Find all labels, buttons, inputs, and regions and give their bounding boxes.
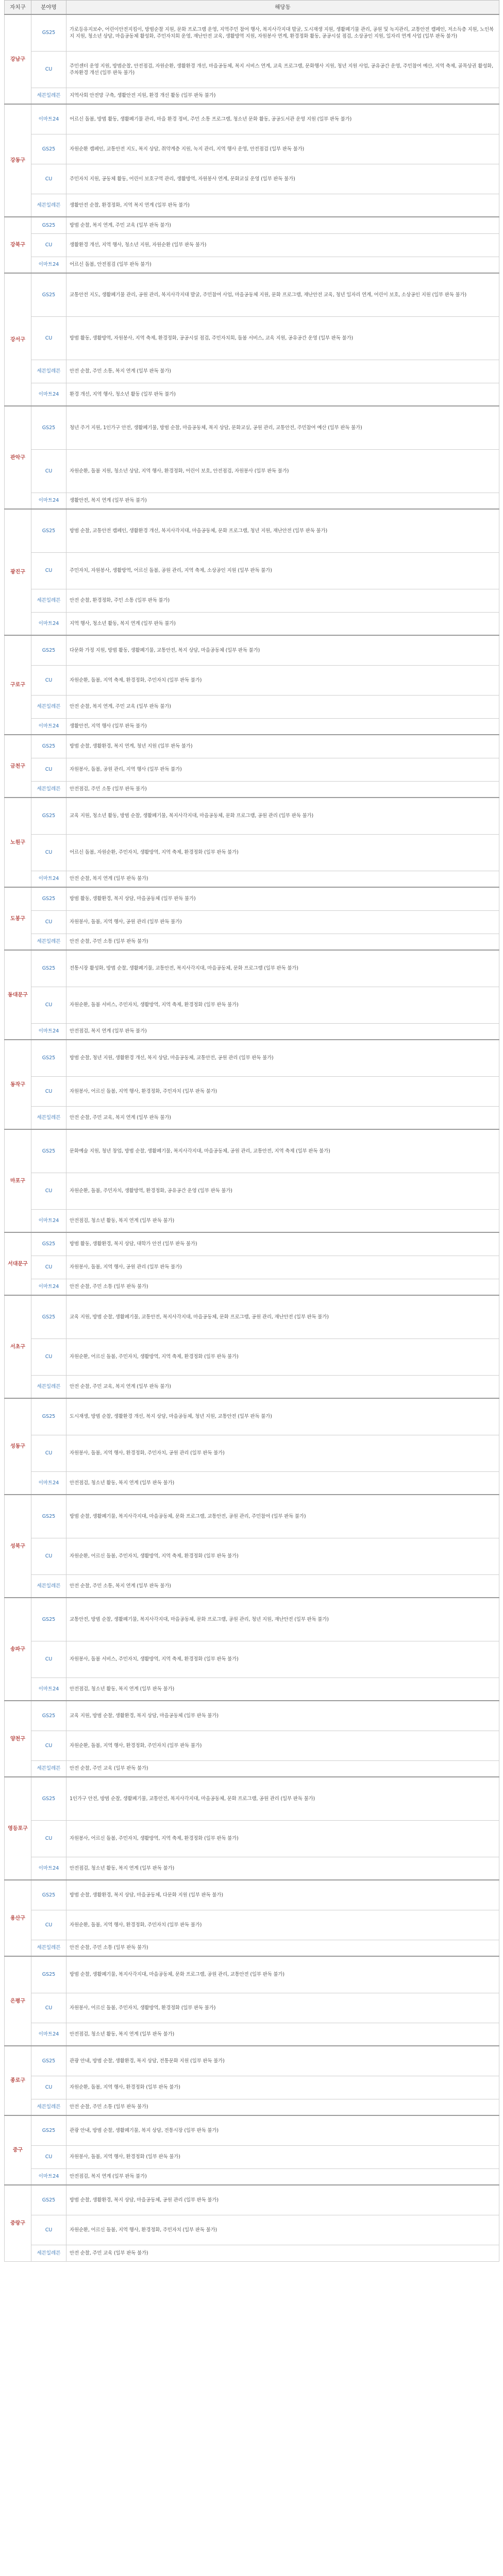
category-cell: 이마트24 <box>31 493 66 509</box>
district-cell: 광진구 <box>5 509 31 635</box>
dong-list-cell: 1인가구 안전, 방범 순찰, 생활폐기물, 교통안전, 복지사각지대, 마을공동체, 문화 프로그램, 공원 관리 (일부 판독 불가) <box>66 1777 499 1820</box>
category-cell: 이마트24 <box>31 1209 66 1232</box>
category-cell: GS25 <box>31 14 66 51</box>
dong-list-cell: 자원봉사, 돌봄, 지역 행사, 환경정화, 주민자치, 공원 관리 (일부 판독 불가) <box>66 1435 499 1471</box>
dong-list-cell: 도시재생, 방범 순찰, 생활환경 개선, 복지 상담, 마을공동체, 청년 지원, 교통안전 (일부 판독 불가) <box>66 1398 499 1435</box>
category-cell: GS25 <box>31 1232 66 1256</box>
district-cell: 동대문구 <box>5 950 31 1040</box>
table-row <box>5 233 499 257</box>
table-row <box>5 798 499 834</box>
table-row <box>5 1338 499 1375</box>
table-row <box>5 1574 499 1598</box>
dong-list-cell: 방범 활동, 생활방역, 자원봉사, 지역 축제, 환경정화, 공공시설 점검, 주민자치회, 돌봄 서비스, 교육 지원, 공유공간 운영 (일부 판독 불가) <box>66 316 499 360</box>
table-row <box>5 781 499 798</box>
dong-list-cell: 방범 순찰, 생활환경, 복지 상담, 마을공동체, 다문화 지원 (일부 판독 불가) <box>66 1880 499 1910</box>
dong-list-cell: 방범 순찰, 생활환경, 복지 상담, 마을공동체, 공원 관리 (일부 판독 불가) <box>66 2185 499 2215</box>
table-row <box>5 1435 499 1471</box>
table-row <box>5 934 499 950</box>
dong-list-cell: 자원봉사, 돌봄, 지역 행사, 공원 관리 (일부 판독 불가) <box>66 910 499 934</box>
dong-list-cell: 자원순환, 돌봄, 지역 행사, 환경정화 (일부 판독 불가) <box>66 2076 499 2099</box>
category-cell: GS25 <box>31 2046 66 2076</box>
dong-list-cell: 방범 순찰, 생활폐기물, 복지사각지대, 마을공동체, 문화 프로그램, 공원 관리, 교통안전 (일부 판독 불가) <box>66 1956 499 1993</box>
dong-list-cell: 안전 순찰, 환경정화, 주민 소통 (일부 판독 불가) <box>66 589 499 612</box>
table-row <box>5 383 499 406</box>
dong-list-cell: 자원봉사, 어르신 돌봄, 주민자치, 생활방역, 환경정화 (일부 판독 불가) <box>66 1993 499 2023</box>
district-cell: 서대문구 <box>5 1232 31 1295</box>
table-row <box>5 316 499 360</box>
table-row <box>5 1256 499 1279</box>
table-row <box>5 1232 499 1256</box>
dong-list-cell: 어르신 돌봄, 안전점검 (일부 판독 불가) <box>66 257 499 273</box>
table-row <box>5 509 499 552</box>
table-row <box>5 2099 499 2115</box>
table-row <box>5 1777 499 1820</box>
category-cell: CU <box>31 1435 66 1471</box>
dong-list-cell: 지역 행사, 청소년 활동, 복지 연계 (일부 판독 불가) <box>66 612 499 635</box>
district-cell: 관악구 <box>5 406 31 509</box>
table-row <box>5 1857 499 1880</box>
district-cell: 구로구 <box>5 635 31 735</box>
dong-list-cell: 관광 안내, 방범 순찰, 생활환경, 복지 상담, 전통문화 지원 (일부 판독 불가) <box>66 2046 499 2076</box>
table-row <box>5 2168 499 2185</box>
category-cell: CU <box>31 758 66 781</box>
district-cell: 은평구 <box>5 1956 31 2046</box>
dong-list-cell: 자원순환, 어르신 돌봄, 지역 행사, 환경정화, 주민자치 (일부 판독 불가) <box>66 2215 499 2245</box>
category-cell: CU <box>31 552 66 589</box>
table-row <box>5 1495 499 1538</box>
district-cell: 성동구 <box>5 1398 31 1495</box>
table-row <box>5 834 499 871</box>
dong-list-cell: 전통시장 활성화, 방범 순찰, 생활폐기물, 교통안전, 복지사각지대, 마을공동체, 문화 프로그램 (일부 판독 불가) <box>66 950 499 987</box>
district-cell: 강동구 <box>5 104 31 217</box>
dong-list-cell: 어르신 돌봄, 자원순환, 주민자치, 생활방역, 지역 축제, 환경정화 (일부 판독 불가) <box>66 834 499 871</box>
table-row <box>5 1375 499 1398</box>
table-row <box>5 1910 499 1940</box>
category-cell: GS25 <box>31 509 66 552</box>
category-cell: GS25 <box>31 1495 66 1538</box>
dong-list-cell: 안전점검, 복지 연계 (일부 판독 불가) <box>66 2168 499 2185</box>
table-row <box>5 1398 499 1435</box>
table-row <box>5 718 499 735</box>
table-row <box>5 1040 499 1076</box>
category-cell: 세븐일레븐 <box>31 1375 66 1398</box>
dong-list-cell: 환경 개선, 지역 행사, 청소년 활동 (일부 판독 불가) <box>66 383 499 406</box>
dong-list-cell: 안전 순찰, 복지 연계, 주민 교육 (일부 판독 불가) <box>66 695 499 718</box>
category-cell: 세븐일레븐 <box>31 589 66 612</box>
dong-list-cell: 안전점검, 청소년 활동, 복지 연계 (일부 판독 불가) <box>66 2023 499 2046</box>
district-cell: 동작구 <box>5 1040 31 1129</box>
district-cell: 송파구 <box>5 1598 31 1701</box>
category-cell: GS25 <box>31 1398 66 1435</box>
table-row <box>5 1106 499 1129</box>
dong-list-cell: 자원봉사, 돌봄, 공원 관리, 지역 행사 (일부 판독 불가) <box>66 758 499 781</box>
table-row <box>5 51 499 88</box>
dong-list-cell: 자원순환, 돌봄, 지역 행사, 환경정화, 주민자치 (일부 판독 불가) <box>66 1910 499 1940</box>
table-row <box>5 1880 499 1910</box>
category-cell: GS25 <box>31 2185 66 2215</box>
dong-list-cell: 안전 순찰, 복지 연계 (일부 판독 불가) <box>66 871 499 887</box>
category-cell: CU <box>31 233 66 257</box>
table-row <box>5 493 499 509</box>
dong-list-cell: 다문화 가정 지원, 방범 활동, 생활폐기물, 교통안전, 복지 상담, 마을공동체 (일부 판독 불가) <box>66 635 499 665</box>
table-row <box>5 635 499 665</box>
table-row <box>5 1940 499 1956</box>
table-row <box>5 2046 499 2076</box>
table-row <box>5 1279 499 1295</box>
district-cell: 중구 <box>5 2115 31 2185</box>
category-cell: 이마트24 <box>31 383 66 406</box>
category-cell: CU <box>31 1820 66 1857</box>
category-cell: GS25 <box>31 735 66 758</box>
table-row <box>5 1209 499 1232</box>
district-cell: 성북구 <box>5 1495 31 1598</box>
dong-list-cell: 청년 주거 지원, 1인가구 안전, 생활폐기물, 방범 순찰, 마을공동체, 복지 상담, 문화교실, 공원 관리, 교통안전, 주민참여 예산 (일부 판독 불가) <box>66 406 499 449</box>
table-row <box>5 735 499 758</box>
dong-list-cell: 방범 활동, 생활환경, 복지 상담, 마을공동체 (일부 판독 불가) <box>66 887 499 910</box>
table-row <box>5 695 499 718</box>
dong-list-cell: 방범 순찰, 교통안전 캠페인, 생활환경 개선, 복지사각지대, 마을공동체, 문화 프로그램, 청년 지원, 재난안전 (일부 판독 불가) <box>66 509 499 552</box>
category-cell: CU <box>31 1731 66 1760</box>
table-row <box>5 134 499 164</box>
dong-list-cell: 안전점검, 청소년 활동, 복지 연계 (일부 판독 불가) <box>66 1209 499 1232</box>
dong-list-cell: 안전 순찰, 주민 소통, 복지 연계 (일부 판독 불가) <box>66 1574 499 1598</box>
category-cell: GS25 <box>31 1701 66 1731</box>
header-dong: 해당동 <box>66 1 499 15</box>
category-cell: 세븐일레븐 <box>31 1940 66 1956</box>
category-cell: GS25 <box>31 1598 66 1641</box>
category-cell: 이마트24 <box>31 2023 66 2046</box>
district-cell: 강남구 <box>5 14 31 104</box>
dong-list-cell: 안전 순찰, 주민 교육, 복지 연계 (일부 판독 불가) <box>66 1106 499 1129</box>
table-row <box>5 887 499 910</box>
district-cell: 양천구 <box>5 1701 31 1777</box>
category-cell: CU <box>31 2145 66 2168</box>
category-cell: 세븐일레븐 <box>31 1760 66 1777</box>
dong-list-cell: 교육 지원, 청소년 활동, 방범 순찰, 생활폐기물, 복지사각지대, 마을공동체, 문화 프로그램, 공원 관리 (일부 판독 불가) <box>66 798 499 834</box>
dong-list-cell: 자원순환, 어르신 돌봄, 주민자치, 생활방역, 지역 축제, 환경정화 (일부 판독 불가) <box>66 1538 499 1574</box>
table-row <box>5 589 499 612</box>
dong-list-cell: 안전 순찰, 주민 소통 (일부 판독 불가) <box>66 1279 499 1295</box>
table-row <box>5 1023 499 1040</box>
category-cell: 이마트24 <box>31 1279 66 1295</box>
table-row <box>5 1820 499 1857</box>
category-cell: CU <box>31 316 66 360</box>
category-cell: GS25 <box>31 134 66 164</box>
category-cell: GS25 <box>31 635 66 665</box>
dong-list-cell: 가로등유지보수, 어린이안전지킴이, 방범순찰 지원, 문화 프로그램 운영, 지역주민 참여 행사, 복지사각지대 발굴, 도시재생 지원, 생활폐기물 관리, 공원 및 녹지관리, 교통안전 캠페인, 저소득층 지원, 노인복지 지원, 청소년 상담, 마을공동체 활성화, 주민자치회 운영, 재난안전 교육, 생활방역 지원, 자원봉사 연계, 환경정화 활동, 공공시설 점검, 소상공인 지원, 일자리 연계 사업 (일부 판독 불가) <box>66 14 499 51</box>
category-cell: CU <box>31 1538 66 1574</box>
district-cell: 강북구 <box>5 217 31 273</box>
dong-list-cell: 생활환경 개선, 지역 행사, 청소년 지원, 자원순환 (일부 판독 불가) <box>66 233 499 257</box>
table-row <box>5 360 499 383</box>
category-cell: 이마트24 <box>31 612 66 635</box>
category-cell: 이마트24 <box>31 1023 66 1040</box>
dong-list-cell: 교육 지원, 방범 순찰, 생활환경, 복지 상담, 마을공동체 (일부 판독 불가) <box>66 1701 499 1731</box>
table-row <box>5 1295 499 1338</box>
category-cell: 이마트24 <box>31 1677 66 1701</box>
district-cell: 마포구 <box>5 1129 31 1232</box>
table-row <box>5 987 499 1023</box>
category-cell: 세븐일레븐 <box>31 88 66 104</box>
table-row <box>5 257 499 273</box>
category-cell: GS25 <box>31 1040 66 1076</box>
dong-list-cell: 안전 순찰, 주민 소통, 복지 연계 (일부 판독 불가) <box>66 360 499 383</box>
table-row <box>5 2145 499 2168</box>
dong-list-cell: 자원순환 캠페인, 교통안전 지도, 복지 상담, 취약계층 지원, 녹지 관리, 지역 행사 운영, 안전점검 (일부 판독 불가) <box>66 134 499 164</box>
table-row <box>5 1731 499 1760</box>
dong-list-cell: 교통안전 지도, 생활폐기물 관리, 공원 관리, 복지사각지대 발굴, 주민참여 사업, 마을공동체 지원, 문화 프로그램, 재난안전 교육, 청년 일자리 연계, 어린이 보호, 소상공인 지원 (일부 판독 불가) <box>66 273 499 316</box>
table-row <box>5 1076 499 1106</box>
category-cell: CU <box>31 665 66 695</box>
table-row <box>5 1173 499 1209</box>
category-cell: GS25 <box>31 406 66 449</box>
table-row <box>5 1598 499 1641</box>
dong-list-cell: 방범 순찰, 청년 지원, 생활환경 개선, 복지 상담, 마을공동체, 교통안전, 공원 관리 (일부 판독 불가) <box>66 1040 499 1076</box>
dong-list-cell: 문화예술 지원, 청년 창업, 방범 순찰, 생활폐기물, 복지사각지대, 마을공동체, 공원 관리, 교통안전, 지역 축제 (일부 판독 불가) <box>66 1129 499 1173</box>
category-cell: 이마트24 <box>31 257 66 273</box>
table-row <box>5 552 499 589</box>
district-table <box>4 0 499 2262</box>
table-row <box>5 950 499 987</box>
category-cell: 이마트24 <box>31 718 66 735</box>
table-row <box>5 2215 499 2245</box>
dong-list-cell: 생활안전 순찰, 환경정화, 지역 복지 연계 (일부 판독 불가) <box>66 194 499 217</box>
dong-list-cell: 안전 순찰, 주민 소통 (일부 판독 불가) <box>66 2099 499 2115</box>
dong-list-cell: 생활안전, 복지 연계 (일부 판독 불가) <box>66 493 499 509</box>
district-cell: 도봉구 <box>5 887 31 950</box>
dong-list-cell: 자원순환, 돌봄, 지역 축제, 환경정화, 주민자치 (일부 판독 불가) <box>66 665 499 695</box>
category-cell: GS25 <box>31 798 66 834</box>
category-cell: 이마트24 <box>31 1857 66 1880</box>
dong-list-cell: 자원순환, 돌봄, 지역 행사, 환경정화, 주민자치 (일부 판독 불가) <box>66 1731 499 1760</box>
district-cell: 용산구 <box>5 1880 31 1956</box>
dong-list-cell: 자원봉사, 돌봄 서비스, 주민자치, 생활방역, 지역 축제, 환경정화 (일부 판독 불가) <box>66 1641 499 1677</box>
table-row <box>5 88 499 104</box>
category-cell: 이마트24 <box>31 871 66 887</box>
category-cell: CU <box>31 834 66 871</box>
category-cell: CU <box>31 449 66 493</box>
category-cell: CU <box>31 910 66 934</box>
category-cell: CU <box>31 1173 66 1209</box>
district-cell: 영등포구 <box>5 1777 31 1880</box>
table-row <box>5 612 499 635</box>
category-cell: GS25 <box>31 1295 66 1338</box>
dong-list-cell: 생활안전, 지역 행사 (일부 판독 불가) <box>66 718 499 735</box>
category-cell: CU <box>31 1338 66 1375</box>
district-cell: 금천구 <box>5 735 31 798</box>
table-row <box>5 2185 499 2215</box>
dong-list-cell: 방범 활동, 생활환경, 복지 상담, 대학가 안전 (일부 판독 불가) <box>66 1232 499 1256</box>
header-district: 자치구 <box>5 1 31 15</box>
dong-list-cell: 자원봉사, 어르신 돌봄, 지역 행사, 환경정화, 주민자치 (일부 판독 불가) <box>66 1076 499 1106</box>
table-row <box>5 1538 499 1574</box>
table-row <box>5 273 499 316</box>
table-row <box>5 665 499 695</box>
dong-list-cell: 주민센터 운영 지원, 방범순찰, 안전점검, 자원순환, 생활환경 개선, 마을공동체, 복지 서비스 연계, 교육 프로그램, 문화행사 지원, 청년 지원 사업, 공유공간 운영, 주민참여 예산, 지역 축제, 골목상권 활성화, 주차환경 개선 (일부 판독 불가) <box>66 51 499 88</box>
table-row <box>5 164 499 194</box>
table-row <box>5 1701 499 1731</box>
category-cell: 이마트24 <box>31 2168 66 2185</box>
category-cell: CU <box>31 2215 66 2245</box>
table-row <box>5 1471 499 1495</box>
category-cell: GS25 <box>31 1956 66 1993</box>
category-cell: 이마트24 <box>31 104 66 134</box>
table-row <box>5 449 499 493</box>
table-row <box>5 2245 499 2261</box>
dong-list-cell: 주민자치, 자원봉사, 생활방역, 어르신 돌봄, 공원 관리, 지역 축제, 소상공인 지원 (일부 판독 불가) <box>66 552 499 589</box>
category-cell: 세븐일레븐 <box>31 2099 66 2115</box>
category-cell: 세븐일레븐 <box>31 194 66 217</box>
category-cell: GS25 <box>31 2115 66 2145</box>
dong-list-cell: 자원봉사, 어르신 돌봄, 주민자치, 생활방역, 지역 축제, 환경정화 (일부 판독 불가) <box>66 1820 499 1857</box>
dong-list-cell: 어르신 돌봄, 방범 활동, 생활폐기물 관리, 마을 환경 정비, 주민 소통 프로그램, 청소년 문화 활동, 공공도서관 운영 지원 (일부 판독 불가) <box>66 104 499 134</box>
dong-list-cell: 교통안전, 방범 순찰, 생활폐기물, 복지사각지대, 마을공동체, 문화 프로그램, 공원 관리, 청년 지원, 재난안전 (일부 판독 불가) <box>66 1598 499 1641</box>
dong-list-cell: 자원순환, 돌봄 지원, 청소년 상담, 지역 행사, 환경정화, 어린이 보호, 안전점검, 자원봉사 (일부 판독 불가) <box>66 449 499 493</box>
category-cell: CU <box>31 164 66 194</box>
table-row <box>5 1760 499 1777</box>
dong-list-cell: 안전점검, 청소년 활동, 복지 연계 (일부 판독 불가) <box>66 1471 499 1495</box>
table-row <box>5 2076 499 2099</box>
category-cell: 세븐일레븐 <box>31 934 66 950</box>
category-cell: 세븐일레븐 <box>31 781 66 798</box>
table-row <box>5 217 499 233</box>
dong-list-cell: 방범 순찰, 복지 연계, 주민 교육 (일부 판독 불가) <box>66 217 499 233</box>
category-cell: GS25 <box>31 950 66 987</box>
dong-list-cell: 방범 순찰, 생활폐기물, 복지사각지대, 마을공동체, 문화 프로그램, 교통안전, 공원 관리, 주민참여 (일부 판독 불가) <box>66 1495 499 1538</box>
district-cell: 노원구 <box>5 798 31 887</box>
table-row <box>5 871 499 887</box>
category-cell: CU <box>31 51 66 88</box>
table-row <box>5 14 499 51</box>
dong-list-cell: 안전 순찰, 주민 소통 (일부 판독 불가) <box>66 1940 499 1956</box>
dong-list-cell: 안전 순찰, 주민 교육 (일부 판독 불가) <box>66 2245 499 2261</box>
category-cell: 세븐일레븐 <box>31 1106 66 1129</box>
dong-list-cell: 지역사회 안전망 구축, 생활안전 지원, 환경 개선 활동 (일부 판독 불가) <box>66 88 499 104</box>
category-cell: CU <box>31 1910 66 1940</box>
category-cell: CU <box>31 2076 66 2099</box>
dong-list-cell: 자원순환, 돌봄 서비스, 주민자치, 생활방역, 지역 축제, 환경정화 (일부 판독 불가) <box>66 987 499 1023</box>
table-body <box>5 14 499 2261</box>
district-cell: 중랑구 <box>5 2185 31 2261</box>
table-row <box>5 758 499 781</box>
category-cell: CU <box>31 1076 66 1106</box>
dong-list-cell: 안전점검, 청소년 활동, 복지 연계 (일부 판독 불가) <box>66 1857 499 1880</box>
category-cell: GS25 <box>31 1777 66 1820</box>
dong-list-cell: 안전점검, 복지 연계 (일부 판독 불가) <box>66 1023 499 1040</box>
category-cell: GS25 <box>31 887 66 910</box>
category-cell: CU <box>31 1993 66 2023</box>
category-cell: 세븐일레븐 <box>31 1574 66 1598</box>
district-cell: 서초구 <box>5 1295 31 1398</box>
table-row <box>5 910 499 934</box>
dong-list-cell: 안전점검, 청소년 활동, 복지 연계 (일부 판독 불가) <box>66 1677 499 1701</box>
table-row <box>5 1641 499 1677</box>
table-row <box>5 1129 499 1173</box>
category-cell: CU <box>31 1641 66 1677</box>
category-cell: GS25 <box>31 1880 66 1910</box>
category-cell: 이마트24 <box>31 1471 66 1495</box>
dong-list-cell: 방범 순찰, 생활환경, 복지 연계, 청년 지원 (일부 판독 불가) <box>66 735 499 758</box>
district-cell: 강서구 <box>5 273 31 406</box>
category-cell: 세븐일레븐 <box>31 695 66 718</box>
category-cell: GS25 <box>31 1129 66 1173</box>
dong-list-cell: 자원순환, 돌봄, 주민자치, 생활방역, 환경정화, 공유공간 운영 (일부 판독 불가) <box>66 1173 499 1209</box>
category-cell: GS25 <box>31 273 66 316</box>
category-cell: GS25 <box>31 217 66 233</box>
header-category: 분야명 <box>31 1 66 15</box>
category-cell: CU <box>31 1256 66 1279</box>
table-header-row <box>5 1 499 15</box>
dong-list-cell: 안전 순찰, 주민 교육, 복지 연계 (일부 판독 불가) <box>66 1375 499 1398</box>
dong-list-cell: 자원봉사, 돌봄, 지역 행사, 공원 관리 (일부 판독 불가) <box>66 1256 499 1279</box>
table-row <box>5 2115 499 2145</box>
dong-list-cell: 교육 지원, 방범 순찰, 생활폐기물, 교통안전, 복지사각지대, 마을공동체, 문화 프로그램, 공원 관리, 재난안전 (일부 판독 불가) <box>66 1295 499 1338</box>
table-row <box>5 2023 499 2046</box>
table-row <box>5 194 499 217</box>
category-cell: CU <box>31 987 66 1023</box>
category-cell: 세븐일레븐 <box>31 360 66 383</box>
district-cell: 종로구 <box>5 2046 31 2115</box>
dong-list-cell: 자원순환, 어르신 돌봄, 주민자치, 생활방역, 지역 축제, 환경정화 (일부 판독 불가) <box>66 1338 499 1375</box>
dong-list-cell: 안전 순찰, 주민 교육 (일부 판독 불가) <box>66 1760 499 1777</box>
dong-list-cell: 자원봉사, 돌봄, 지역 행사, 환경정화 (일부 판독 불가) <box>66 2145 499 2168</box>
table-row <box>5 1956 499 1993</box>
dong-list-cell: 관광 안내, 방범 순찰, 생활폐기물, 복지 상담, 전통시장 (일부 판독 불가) <box>66 2115 499 2145</box>
table-row <box>5 104 499 134</box>
dong-list-cell: 안전 순찰, 주민 소통 (일부 판독 불가) <box>66 934 499 950</box>
dong-list-cell: 주민자치 지원, 공동체 활동, 어린이 보호구역 관리, 생활방역, 자원봉사 연계, 문화교실 운영 (일부 판독 불가) <box>66 164 499 194</box>
table-row <box>5 1993 499 2023</box>
dong-list-cell: 안전점검, 주민 소통 (일부 판독 불가) <box>66 781 499 798</box>
table-row <box>5 1677 499 1701</box>
category-cell: 세븐일레븐 <box>31 2245 66 2261</box>
table-row <box>5 406 499 449</box>
